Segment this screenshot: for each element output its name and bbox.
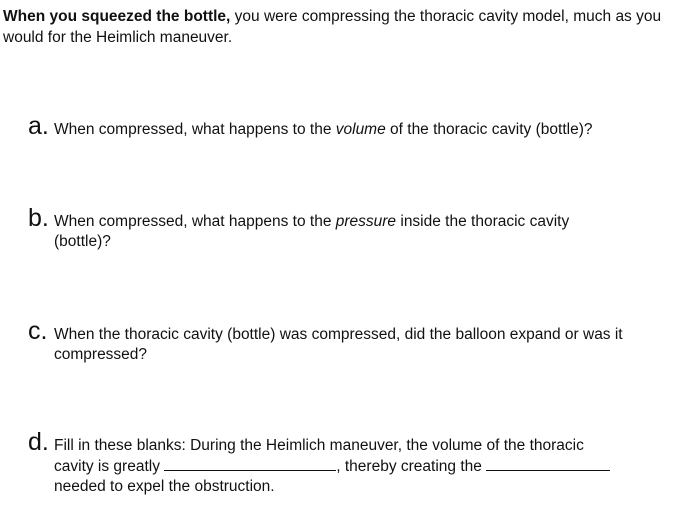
answer-blank-1[interactable]: [164, 456, 336, 471]
question-text: When the thoracic cavity (bottle) was compressed, did the balloon expand or was it: [54, 326, 623, 343]
answer-blank-2[interactable]: [486, 456, 610, 471]
blank-middle-text: , thereby creating the: [336, 458, 487, 475]
question-letter: a.: [28, 112, 49, 140]
question-c: [28, 317, 668, 365]
question-text-before: When compressed, what happens to the: [54, 121, 336, 138]
question-d: [28, 428, 668, 497]
question-b: [28, 204, 668, 252]
question-letter: b.: [28, 204, 49, 232]
question-emphasis: volume: [335, 121, 386, 138]
question-letter: d.: [28, 428, 49, 456]
blank-prefix-text: cavity is greatly: [54, 458, 165, 475]
question-continuation: (bottle)?: [54, 233, 111, 250]
question-text-after: inside the thoracic cavity: [396, 213, 570, 230]
question-letter: c.: [28, 317, 48, 345]
question-continuation: [28, 456, 668, 477]
question-continuation: compressed?: [54, 346, 148, 363]
question-text: Fill in these blanks: During the Heimlich maneuver, the volume of the thoracic: [54, 437, 584, 454]
intro-bold-text: When you squeezed the bottle,: [3, 8, 231, 25]
question-final-line: needed to expel the obstruction.: [54, 478, 275, 495]
question-emphasis: pressure: [335, 213, 397, 230]
intro-text: you were compressing the thoracic cavity model, much as you would for the Heimlich maneuver.: [3, 8, 662, 46]
question-text-before: When compressed, what happens to the: [54, 213, 336, 230]
question-a: [28, 112, 668, 140]
intro-paragraph: [3, 6, 693, 48]
question-text-after: of the thoracic cavity (bottle)?: [385, 121, 593, 138]
